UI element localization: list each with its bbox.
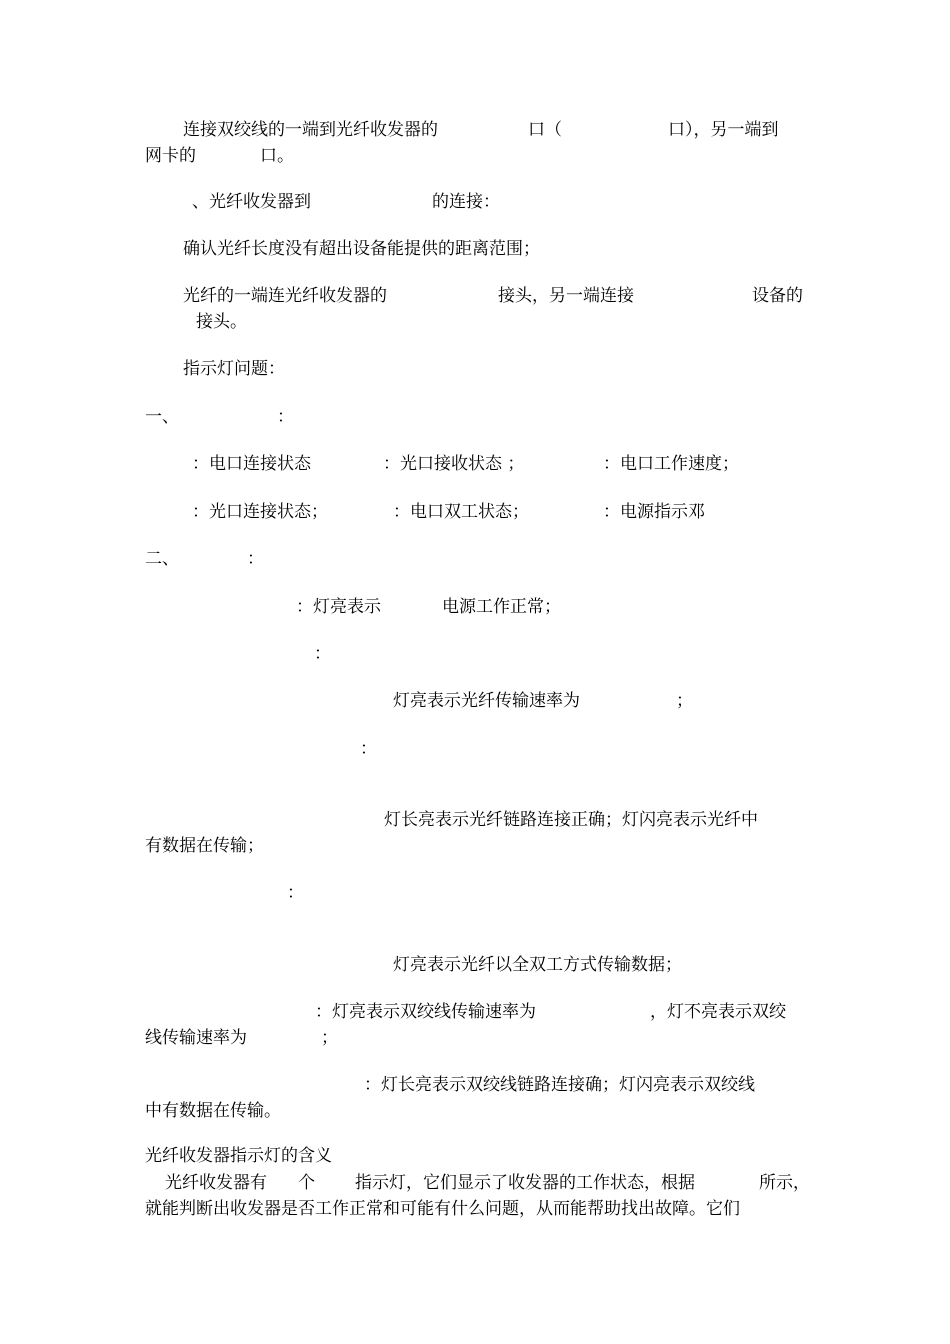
- indicator-item: ：电口双工状态；: [393, 502, 529, 522]
- section-heading: 、光纤收发器到: [192, 192, 311, 212]
- text-line: ，灯不亮表示双绞: [650, 1002, 786, 1022]
- section-heading: 光纤收发器指示灯的含义: [145, 1146, 332, 1166]
- text-line: 灯亮表示光纤传输速率为: [393, 691, 580, 711]
- indicator-item: ：电口工作速度；: [603, 454, 739, 474]
- indicator-item: ：光口接收状态 ；: [383, 454, 525, 474]
- text-line: ：: [360, 739, 377, 759]
- indicator-item: ：电口连接状态: [192, 454, 311, 474]
- text-line: 光纤收发器有: [165, 1173, 267, 1193]
- section-heading: 的连接：: [432, 192, 500, 212]
- text-line: 口），另一端到: [668, 120, 779, 140]
- text-line: ：: [287, 883, 304, 903]
- text-line: ：灯长亮表示双绞线链路连接确；灯闪亮表示双绞线: [364, 1075, 755, 1095]
- list-heading: 一、: [145, 407, 179, 427]
- text-line: 线传输速率为: [145, 1028, 247, 1048]
- text-line: 确认光纤长度没有超出设备能提供的距离范围；: [183, 239, 540, 259]
- text-line: 接头。: [196, 312, 247, 332]
- text-line: ：灯亮表示: [296, 597, 381, 617]
- text-line: 光纤的一端连光纤收发器的: [183, 286, 387, 306]
- text-line: 灯长亮表示光纤链路连接正确；灯闪亮表示光纤中: [384, 810, 758, 830]
- text-line: ；: [321, 1028, 338, 1048]
- text-line: 连接双绞线的一端到光纤收发器的: [183, 120, 438, 140]
- text-line: 有数据在传输；: [145, 836, 264, 856]
- text-line: 灯亮表示光纤以全双工方式传输数据；: [393, 955, 682, 975]
- text-line: 网卡的: [145, 146, 196, 166]
- text-line: 指示灯，它们显示了收发器的工作状态，根据: [355, 1173, 695, 1193]
- text-line: 口。: [260, 146, 294, 166]
- indicator-item: ：光口连接状态；: [192, 502, 328, 522]
- text-line: 电源工作正常；: [442, 597, 561, 617]
- text-line: ：: [247, 549, 264, 569]
- text-line: 口（: [528, 120, 562, 140]
- section-heading: 指示灯问题：: [183, 359, 285, 379]
- list-heading: 二、: [145, 549, 179, 569]
- text-line: ；: [676, 691, 693, 711]
- text-line: 接头，另一端连接: [498, 286, 634, 306]
- text-line: ：: [277, 407, 294, 427]
- text-line: 中有数据在传输。: [145, 1101, 281, 1121]
- text-line: 所示，: [759, 1173, 810, 1193]
- text-line: 个: [298, 1173, 315, 1193]
- text-line: ：: [314, 644, 331, 664]
- text-line: 就能判断出收发器是否工作正常和可能有什么问题，从而能帮助找出故障。它们: [145, 1199, 740, 1219]
- text-line: 设备的: [752, 286, 803, 306]
- text-line: ：灯亮表示双绞线传输速率为: [315, 1002, 536, 1022]
- indicator-item: ：电源指示邓: [603, 502, 705, 522]
